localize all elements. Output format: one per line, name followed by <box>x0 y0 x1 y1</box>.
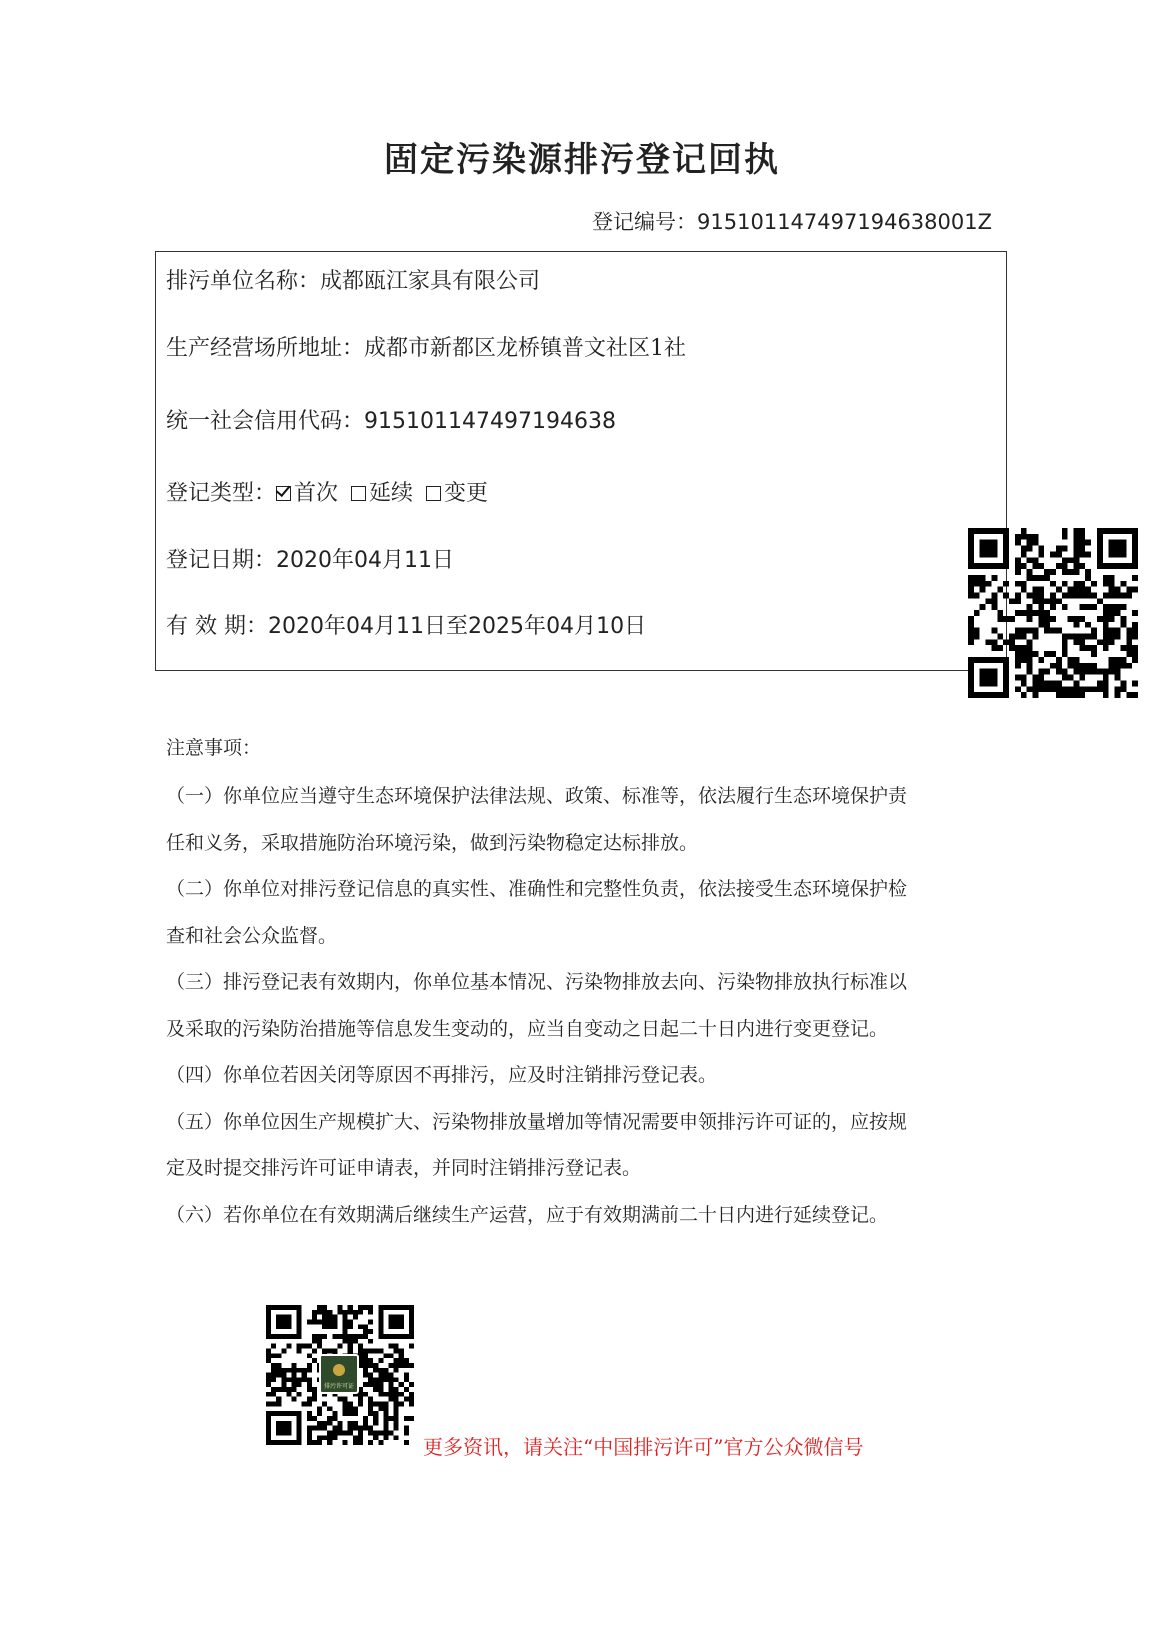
notice-line: （五）你单位因生产规模扩大、污染物排放量增加等情况需要申领排污许可证的，应按规 <box>166 1110 908 1133</box>
notice-line: （一）你单位应当遵守生态环境保护法律法规、政策、标准等，依法履行生态环境保护责 <box>166 785 908 807</box>
notice-line: （四）你单位若因关闭等原因不再排污，应及时注销排污登记表。 <box>166 1064 718 1086</box>
document-title: 固定污染源排污登记回执 <box>384 140 780 180</box>
info-box <box>155 251 1007 671</box>
registration-date-label: 登记日期： <box>166 548 277 573</box>
registration-number-value: 915101147497194638001Z <box>697 210 992 234</box>
registration-number <box>592 206 992 236</box>
badge-text: 排污许可证 <box>323 1383 354 1390</box>
address-value: 成都市新都区龙桥镇普文社区1社 <box>364 336 687 361</box>
notice-line: 定及时提交排污许可证申请表，并同时注销排污登记表。 <box>166 1157 642 1179</box>
checkbox-renew-icon <box>351 486 366 501</box>
credit-code-row <box>166 404 616 435</box>
validity-row <box>166 609 646 640</box>
company-name: 成都瓯江家具有限公司 <box>320 269 541 294</box>
date-year: 2020 <box>276 548 333 573</box>
notice-line: 查和社会公众监督。 <box>166 924 338 947</box>
type-option-renew: 延续 <box>369 481 414 506</box>
validity-label: 有 效 期： <box>166 614 268 639</box>
checkbox-first-icon <box>276 486 291 501</box>
company-row <box>166 264 540 295</box>
type-option-change: 变更 <box>444 481 489 506</box>
registration-type-row <box>166 476 488 507</box>
registration-type-label: 登记类型： <box>166 481 277 506</box>
company-label: 排污单位名称： <box>166 269 321 294</box>
qr-code-icon <box>968 528 1138 698</box>
badge-logo <box>319 1354 359 1394</box>
credit-code-label: 统一社会信用代码： <box>166 409 365 434</box>
wechat-qr-code-icon <box>266 1305 414 1445</box>
notice-line: （三）排污登记表有效期内，你单位基本情况、污染物排放去向、污染物排放执行标准以 <box>166 971 908 993</box>
registration-number-label: 登记编号： <box>592 210 698 234</box>
date-day: 11 <box>404 548 433 573</box>
notice-line: 及采取的污染防治措施等信息发生变动的，应当自变动之日起二十日内进行变更登记。 <box>166 1017 889 1040</box>
notice-line: 任和义务，采取措施防治环境污染，做到污染物稳定达标排放。 <box>166 831 699 854</box>
validity-value: 2020年04月11日至2025年04月10日 <box>268 614 647 639</box>
credit-code-value: 915101147497194638 <box>364 409 616 434</box>
checkbox-change-icon <box>426 486 441 501</box>
registration-date-row: 登记日期：2020年04月11日 <box>166 548 455 573</box>
type-option-first: 首次 <box>294 481 339 506</box>
notice-line: （二）你单位对排污登记信息的真实性、准确性和完整性负责，依法接受生态环境保护检 <box>166 878 908 900</box>
address-label: 生产经营场所地址： <box>166 336 365 361</box>
notice-line: （六）若你单位在有效期满后继续生产运营，应于有效期满前二十日内进行延续登记。 <box>166 1203 889 1226</box>
notice-list <box>166 773 994 1238</box>
notice-heading: 注意事项： <box>166 737 262 759</box>
date-month: 04 <box>354 548 383 573</box>
wechat-follow-text: 更多资讯，请关注“中国排污许可”官方公众微信号 <box>423 1435 864 1459</box>
emblem-icon <box>333 1364 345 1376</box>
address-row <box>166 331 686 362</box>
